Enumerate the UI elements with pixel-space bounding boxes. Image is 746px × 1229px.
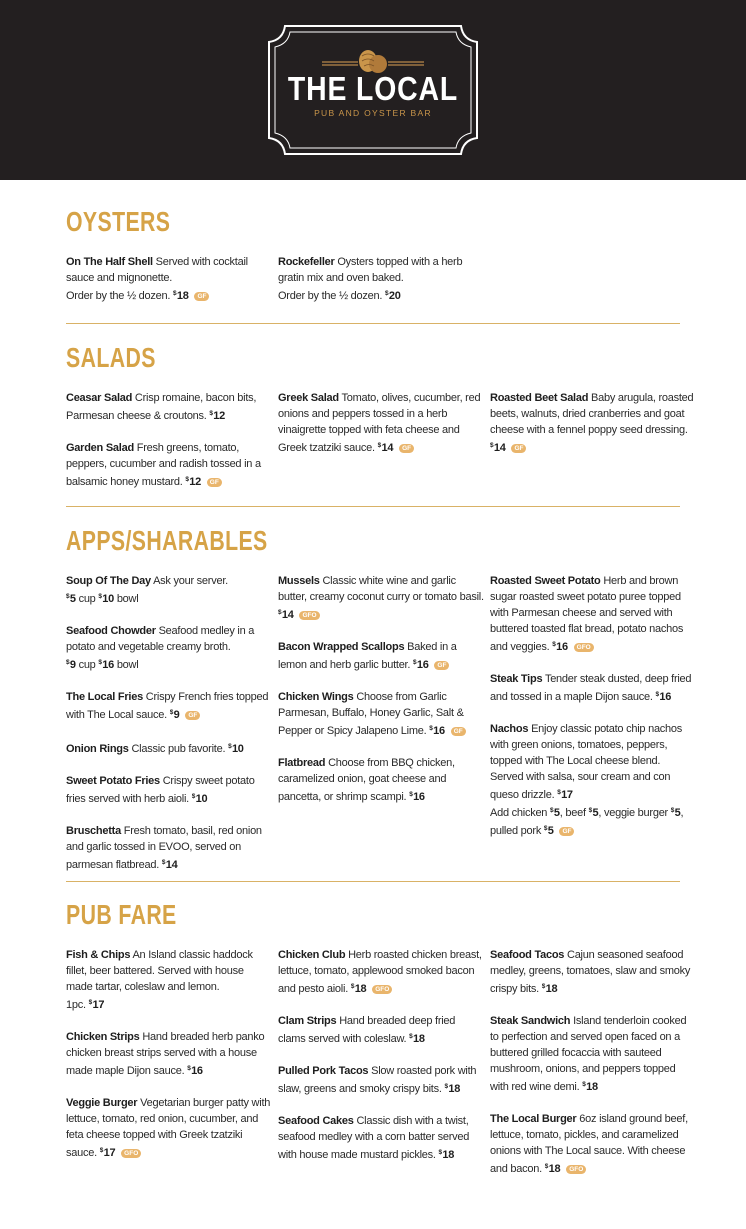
- menu-item: [66, 254, 272, 304]
- currency-symbol: $: [655, 691, 659, 698]
- item-price: [656, 691, 672, 703]
- menu-item: [278, 1113, 484, 1163]
- item-description: Baked in a lemon and herb garlic butter.: [278, 641, 457, 671]
- currency-symbol: $: [409, 1033, 413, 1040]
- item-description: Crisp romaine, bacon bits, Parmesan cheese & croutons.: [66, 392, 257, 422]
- item-name: Chicken Club: [278, 949, 346, 961]
- price-value: 16: [413, 791, 425, 803]
- menu-column: [66, 947, 272, 1177]
- item-price: [671, 807, 681, 819]
- menu-item: [278, 755, 484, 805]
- item-description: Island tenderloin cooked to perfection and served open faced on a buttered grilled focaccia with sauteed mushroom, onions, and peppers topped with red wine demi.: [490, 1015, 687, 1093]
- gluten-free-badge: GF: [207, 478, 222, 487]
- currency-symbol: $: [228, 743, 232, 750]
- menu-item: [490, 721, 696, 839]
- menu-item: [66, 947, 272, 1013]
- item-name: Rockefeller: [278, 256, 335, 268]
- item-price: [582, 1081, 598, 1093]
- item-price: [100, 1147, 116, 1159]
- menu-item: [66, 1029, 272, 1079]
- item-price: [444, 1083, 460, 1095]
- price-value: 17: [92, 999, 105, 1011]
- item-description: Add chicken: [490, 807, 548, 819]
- item-description: Enjoy classic potato chip nachos with green onions, tomatoes, peppers, topped with The Local cheese blend. Served with salsa, sour cream and con queso drizzle.: [490, 723, 683, 801]
- menu-item: [66, 623, 272, 673]
- gluten-free-badge: GF: [451, 727, 466, 736]
- menu-item: [66, 440, 272, 490]
- gluten-free-option-badge: GFO: [372, 985, 392, 994]
- currency-symbol: $: [173, 290, 177, 297]
- item-description: Herb roasted chicken breast, lettuce, tomato, applewood smoked bacon and pesto aioli.: [278, 949, 482, 995]
- currency-symbol: $: [412, 659, 417, 666]
- price-value: 10: [231, 743, 244, 755]
- gluten-free-badge: GF: [559, 827, 574, 836]
- price-value: 16: [416, 659, 429, 671]
- price-value: 18: [354, 983, 367, 995]
- price-value: 5: [553, 807, 560, 819]
- menu-column: [66, 254, 272, 320]
- menu-item: [66, 689, 272, 723]
- price-value: 20: [388, 290, 401, 302]
- price-value: 16: [556, 641, 568, 653]
- item-name: Roasted Beet Salad: [490, 392, 589, 404]
- item-description: Fresh greens, tomato, peppers, cucumber and radish tossed in a balsamic honey mustard.: [66, 442, 261, 488]
- price-value: 18: [586, 1081, 598, 1093]
- price-value: 18: [545, 983, 558, 995]
- menu-column: [66, 390, 272, 506]
- currency-symbol: $: [670, 807, 675, 814]
- menu-column: [490, 573, 696, 855]
- section-title: PUB FARE: [66, 899, 177, 930]
- item-description: Oysters topped with a herb gratin mix and oven baked.: [278, 256, 463, 284]
- item-name: Veggie Burger: [66, 1097, 138, 1109]
- currency-symbol: $: [582, 1081, 586, 1088]
- item-name: Flatbread: [278, 757, 326, 769]
- item-description: 6oz island ground beef, lettuce, tomato, pickles, and caramelized onions with The Local sauce. With cheese and bacon.: [490, 1113, 688, 1175]
- currency-symbol: $: [278, 609, 282, 616]
- menu-column: [490, 947, 696, 1193]
- item-name: Greek Salad: [278, 392, 339, 404]
- price-value: 16: [433, 725, 445, 737]
- currency-symbol: $: [99, 1147, 104, 1154]
- menu-item: [278, 390, 484, 456]
- menu-item: [66, 573, 272, 607]
- item-price: [278, 609, 294, 621]
- item-description: Order by the ½ dozen.: [278, 290, 383, 302]
- item-price: [413, 659, 429, 671]
- currency-symbol: $: [185, 476, 189, 483]
- item-description: cup: [78, 659, 96, 671]
- item-description: Slow roasted pork with slaw, greens and smoky crispy bits.: [278, 1065, 477, 1095]
- item-description: Choose from BBQ chicken, caramelized onion, goat cheese and pancetta, or shrimp scampi.: [278, 757, 455, 803]
- price-value: 14: [281, 609, 294, 621]
- item-name: Soup Of The Day: [66, 575, 151, 587]
- menu-item: [490, 1013, 696, 1095]
- currency-symbol: $: [209, 410, 213, 417]
- price-value: 18: [442, 1149, 455, 1161]
- item-price: [550, 807, 560, 819]
- price-value: 18: [413, 1033, 425, 1045]
- section-title: SALADS: [66, 342, 156, 373]
- item-price: [409, 1033, 425, 1045]
- item-description: Herb and brown sugar roasted sweet potato puree topped with Parmesan cheese and served with buttered toasted flat bread, potato nachos and veggies.: [490, 575, 684, 653]
- menu-column: [278, 573, 484, 821]
- item-name: The Local Burger: [490, 1113, 577, 1125]
- item-description: Cajun seasoned seafood medley, greens, tomatoes, slaw and smoky crispy bits.: [490, 949, 691, 995]
- price-value: 5: [69, 593, 76, 605]
- currency-symbol: $: [98, 593, 102, 600]
- gluten-free-badge: GF: [399, 444, 414, 453]
- item-description: bowl: [116, 593, 139, 605]
- currency-symbol: $: [544, 1163, 549, 1170]
- menu-column: [490, 390, 696, 472]
- item-price: [98, 593, 114, 605]
- section-title: OYSTERS: [66, 206, 171, 237]
- currency-symbol: $: [66, 659, 70, 666]
- menu-item: [278, 639, 484, 673]
- menu-column: [66, 573, 272, 889]
- item-price: [228, 743, 244, 755]
- item-name: Roasted Sweet Potato: [490, 575, 601, 587]
- price-value: 5: [547, 825, 554, 837]
- item-description: Served with cocktail sauce and mignonette.: [66, 256, 248, 284]
- currency-symbol: $: [385, 290, 389, 297]
- gluten-free-option-badge: GFO: [121, 1149, 141, 1158]
- price-value: 14: [493, 442, 506, 454]
- gluten-free-badge: GF: [194, 292, 209, 301]
- currency-symbol: $: [588, 807, 592, 814]
- price-value: 18: [448, 1083, 461, 1095]
- price-value: 5: [592, 807, 599, 819]
- currency-symbol: $: [541, 983, 546, 990]
- menu-item: [490, 1111, 696, 1177]
- price-value: 9: [69, 659, 76, 671]
- item-description: , pulled pork: [490, 807, 684, 837]
- item-price: [209, 410, 225, 422]
- price-value: 14: [381, 442, 394, 454]
- item-price: [542, 983, 558, 995]
- item-name: Garden Salad: [66, 442, 134, 454]
- currency-symbol: $: [98, 659, 102, 666]
- item-description: Order by the ½ dozen.: [66, 290, 171, 302]
- currency-symbol: $: [169, 709, 174, 716]
- menu-item: [490, 573, 696, 655]
- item-price: [545, 1163, 561, 1175]
- item-name: Pulled Pork Tacos: [278, 1065, 369, 1077]
- item-description: Seafood medley in a potato and vegetable creamy broth.: [66, 625, 255, 653]
- item-name: Seafood Cakes: [278, 1115, 354, 1127]
- menu-item: [278, 573, 484, 623]
- restaurant-tagline: PUB AND OYSTER BAR: [314, 108, 432, 118]
- item-price: [192, 793, 208, 805]
- currency-symbol: $: [438, 1149, 442, 1156]
- price-value: 16: [659, 691, 672, 703]
- section-divider: [66, 323, 680, 324]
- menu-item: [490, 671, 696, 705]
- currency-symbol: $: [429, 725, 433, 732]
- item-price: [98, 659, 114, 671]
- item-description: 1pc.: [66, 999, 86, 1011]
- item-description: Classic dish with a twist, seafood medley with a corn batter served with house made mustard pickles.: [278, 1115, 470, 1161]
- item-description: bowl: [116, 659, 139, 671]
- menu-column: [278, 254, 484, 320]
- item-price: [351, 983, 367, 995]
- item-description: Crispy French fries topped with The Local sauce.: [66, 691, 269, 721]
- item-price: [162, 859, 178, 871]
- item-price: [66, 659, 76, 671]
- currency-symbol: $: [191, 793, 196, 800]
- menu-item: [66, 823, 272, 873]
- gluten-free-badge: GF: [511, 444, 526, 453]
- item-name: Chicken Strips: [66, 1031, 140, 1043]
- item-name: Bruschetta: [66, 825, 121, 837]
- item-name: Clam Strips: [278, 1015, 337, 1027]
- item-description: Classic white wine and garlic butter, creamy coconut curry or tomato basil.: [278, 575, 484, 603]
- item-name: Onion Rings: [66, 743, 129, 755]
- item-name: The Local Fries: [66, 691, 143, 703]
- item-price: [170, 709, 180, 721]
- section-title: APPS/SHARABLES: [66, 525, 268, 556]
- gluten-free-badge: GF: [185, 711, 200, 720]
- price-value: 17: [103, 1147, 116, 1159]
- menu-item: [66, 739, 272, 757]
- menu-item: [278, 254, 484, 304]
- price-value: 14: [165, 859, 178, 871]
- item-description: , beef: [559, 807, 586, 819]
- menu-column: [278, 390, 484, 472]
- currency-symbol: $: [161, 859, 166, 866]
- item-price: [429, 725, 445, 737]
- item-description: Fresh tomato, basil, red onion and garlic tossed in EVOO, served on parmesan flatbread.: [66, 825, 262, 871]
- item-description: Crispy sweet potato fries served with herb aioli.: [66, 775, 255, 805]
- price-value: 18: [548, 1163, 561, 1175]
- item-description: cup: [78, 593, 96, 605]
- item-description: An Island classic haddock fillet, beer battered. Served with house made tartar, coleslaw and lemon.: [66, 949, 253, 993]
- gluten-free-option-badge: GFO: [566, 1165, 586, 1174]
- restaurant-name: THE LOCAL: [287, 70, 459, 107]
- currency-symbol: $: [444, 1083, 448, 1090]
- item-name: Nachos: [490, 723, 529, 735]
- item-price: [557, 789, 573, 801]
- item-name: Bacon Wrapped Scallops: [278, 641, 405, 653]
- currency-symbol: $: [66, 593, 70, 600]
- item-price: [66, 593, 76, 605]
- item-name: Chicken Wings: [278, 691, 354, 703]
- currency-symbol: $: [543, 825, 548, 832]
- menu-item: [66, 1095, 272, 1161]
- price-value: 10: [195, 793, 208, 805]
- currency-symbol: $: [88, 999, 92, 1006]
- currency-symbol: $: [490, 442, 494, 449]
- currency-symbol: $: [409, 791, 413, 798]
- item-description: Hand breaded herb panko chicken breast strips served with a house made maple Dijon sauce.: [66, 1031, 265, 1077]
- item-price: [378, 442, 394, 454]
- currency-symbol: $: [557, 789, 561, 796]
- item-name: Sweet Potato Fries: [66, 775, 160, 787]
- menu-item: [278, 1063, 484, 1097]
- menu-item: [278, 947, 484, 997]
- currency-symbol: $: [187, 1065, 191, 1072]
- item-description: , veggie burger: [598, 807, 668, 819]
- item-name: Mussels: [278, 575, 320, 587]
- item-price: [187, 1065, 203, 1077]
- item-description: Tomato, olives, cucumber, red onions and peppers tossed in a herb vinaigrette topped with feta cheese and Greek tzatziki sauce.: [278, 392, 481, 454]
- currency-symbol: $: [377, 442, 382, 449]
- price-value: 9: [173, 709, 180, 721]
- item-price: [589, 807, 599, 819]
- gluten-free-badge: GF: [434, 661, 449, 670]
- price-value: 16: [191, 1065, 203, 1077]
- currency-symbol: $: [550, 807, 554, 814]
- price-value: 17: [561, 789, 573, 801]
- menu-item: [66, 773, 272, 807]
- item-description: Baby arugula, roasted beets, walnuts, dried cranberries and goat cheese with a fennel poppy seed dressing.: [490, 392, 694, 436]
- item-description: Vegetarian burger patty with lettuce, tomato, red onion, cucumber, and feta cheese topped with Greek tzatziki sauce.: [66, 1097, 271, 1159]
- menu-item: [490, 947, 696, 997]
- menu-column: [278, 947, 484, 1179]
- item-name: On The Half Shell: [66, 256, 153, 268]
- item-name: Seafood Chowder: [66, 625, 156, 637]
- price-value: 16: [102, 659, 114, 671]
- price-value: 12: [213, 410, 226, 422]
- item-price: [385, 290, 401, 302]
- currency-symbol: $: [552, 641, 556, 648]
- item-name: Ceasar Salad: [66, 392, 133, 404]
- item-name: Seafood Tacos: [490, 949, 565, 961]
- gluten-free-option-badge: GFO: [299, 611, 319, 620]
- currency-symbol: $: [350, 983, 355, 990]
- price-value: 10: [102, 593, 114, 605]
- item-price: [89, 999, 105, 1011]
- item-name: Steak Tips: [490, 673, 543, 685]
- section-divider: [66, 881, 680, 882]
- item-description: Hand breaded deep fried clams served with coleslaw.: [278, 1015, 456, 1045]
- item-price: [544, 825, 554, 837]
- item-price: [439, 1149, 455, 1161]
- item-description: Choose from Garlic Parmesan, Buffalo, Honey Garlic, Salt & Pepper or Spicy Jalapeno Lime.: [278, 691, 464, 737]
- price-value: 18: [176, 290, 189, 302]
- section-divider: [66, 506, 680, 507]
- price-value: 5: [674, 807, 681, 819]
- item-price: [185, 476, 201, 488]
- item-price: [490, 442, 506, 454]
- menu-item: [278, 689, 484, 739]
- item-name: Fish & Chips: [66, 949, 131, 961]
- menu-item: [66, 390, 272, 424]
- item-description: Tender steak dusted, deep fried and tossed in a maple Dijon sauce.: [490, 673, 692, 703]
- item-name: Steak Sandwich: [490, 1015, 571, 1027]
- price-value: 12: [189, 476, 201, 488]
- menu-item: [278, 1013, 484, 1047]
- item-price: [173, 290, 189, 302]
- menu-header: [0, 0, 746, 180]
- item-price: [409, 791, 425, 803]
- menu-item: [490, 390, 696, 456]
- item-description: Classic pub favorite.: [131, 743, 226, 755]
- item-description: Ask your server.: [153, 575, 228, 587]
- gluten-free-option-badge: GFO: [574, 643, 594, 652]
- item-price: [552, 641, 568, 653]
